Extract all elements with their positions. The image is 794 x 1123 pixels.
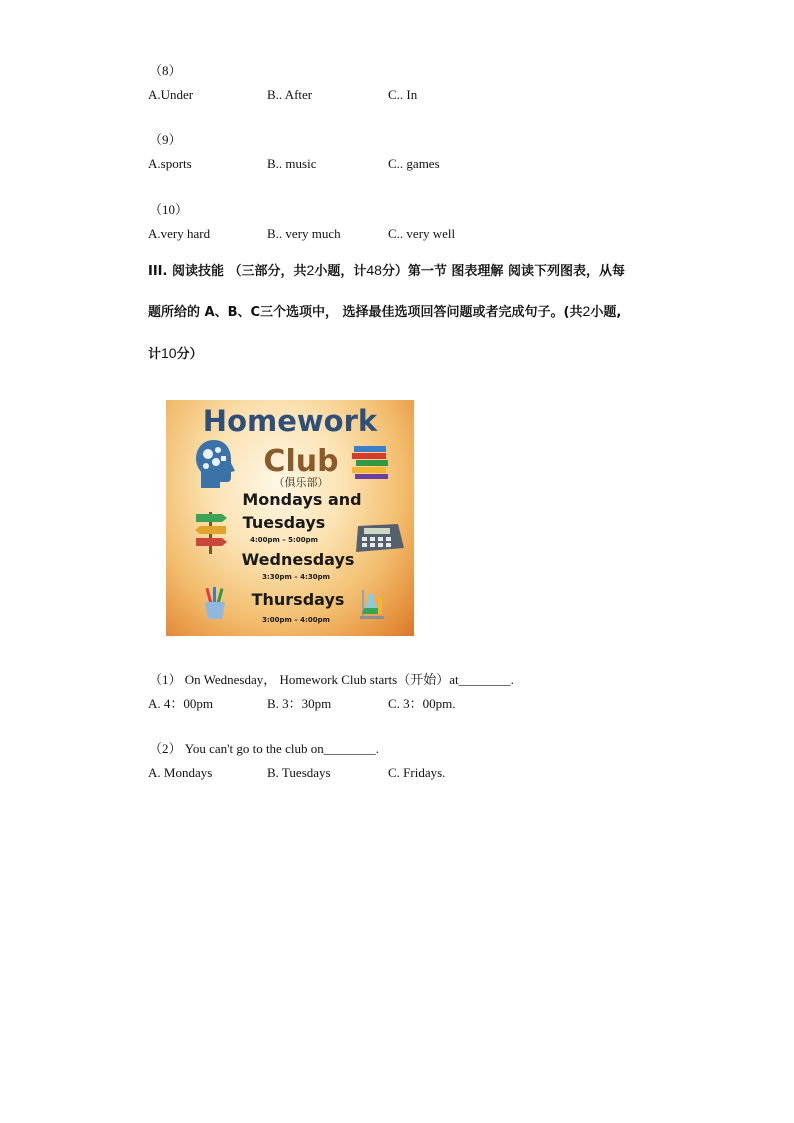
heading-text: 题所给的 A、B、C三个选项中， 选择最佳选项回答问题或者完成句子。(共: [148, 305, 583, 320]
option-c: C.. very well: [388, 226, 456, 241]
pencils-cup-icon: [200, 586, 230, 620]
poster-day-1: Mondays and: [242, 490, 362, 509]
heading-number: 10: [161, 345, 177, 361]
poster-time-1: 4:00pm – 5:00pm: [250, 536, 318, 544]
option-c: C.. games: [388, 156, 440, 171]
poster-subtitle: （俱乐部）: [273, 476, 329, 489]
option-b: B. 3：30pm: [267, 696, 332, 711]
heading-text: III. 阅读技能 （三部分，共: [148, 264, 307, 279]
section-heading-line-2: [148, 301, 621, 320]
heading-text: 小题，计: [314, 264, 367, 279]
heading-text: 分）: [176, 347, 203, 362]
signpost-icon: [192, 508, 230, 554]
poster-time-3: 3:00pm – 4:00pm: [262, 616, 330, 624]
option-c: C. 3：00pm.: [388, 696, 456, 711]
head-gears-icon: [194, 438, 240, 490]
homework-club-poster: [166, 400, 414, 636]
option-a: A. Mondays: [148, 765, 213, 780]
poster-day-1b: Tuesdays: [242, 513, 326, 532]
poster-title: Homework: [202, 404, 378, 438]
heading-text: 小题,: [590, 305, 622, 320]
option-c: C.. In: [388, 87, 418, 102]
calculator-icon: [352, 522, 406, 554]
books-icon: [350, 444, 392, 480]
option-c: C. Fridays.: [388, 765, 446, 780]
option-a: A.very hard: [148, 226, 211, 241]
poster-club-title: Club: [263, 444, 339, 479]
poster-time-2: 3:30pm – 4:30pm: [262, 573, 330, 581]
question-stem: （1） On Wednesday， Homework Club starts（开始）at________.: [149, 672, 514, 687]
option-b: B.. very much: [267, 226, 341, 241]
question-number: （10）: [149, 202, 189, 217]
question-number: （8）: [149, 63, 182, 78]
lab-flasks-icon: [358, 586, 386, 620]
heading-text: 分）第一节 图表理解 阅读下列图表，从每: [381, 264, 625, 279]
option-a: A. 4：00pm: [148, 696, 214, 711]
question-stem: （2） You can't go to the club on________.: [149, 741, 379, 756]
poster-day-3: Thursdays: [251, 590, 345, 609]
heading-text: 计: [148, 347, 162, 362]
heading-number: 2: [306, 262, 315, 278]
option-a: A.sports: [148, 156, 192, 171]
section-heading-line-1: [148, 260, 625, 279]
section-heading-line-3: [148, 343, 203, 362]
option-b: B.. music: [267, 156, 317, 171]
heading-number: 2: [582, 303, 591, 319]
option-b: B. Tuesdays: [267, 765, 331, 780]
question-number: （9）: [149, 132, 182, 147]
poster-day-2: Wednesdays: [241, 550, 355, 569]
heading-number: 48: [366, 262, 382, 278]
option-a: A.Under: [148, 87, 194, 102]
option-b: B.. After: [267, 87, 313, 102]
